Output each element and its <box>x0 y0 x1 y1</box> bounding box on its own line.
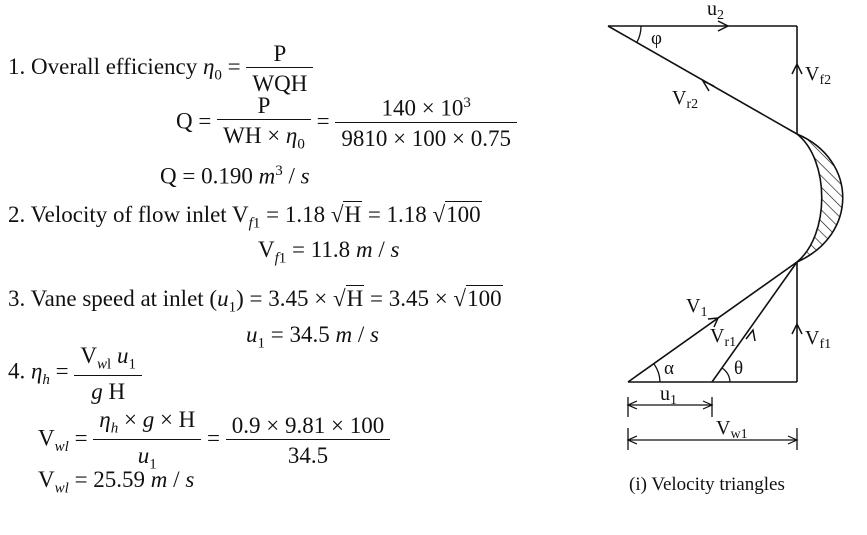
q-formula: Q = $\frac{P}{WH \times \eta_0}$ = $\frac{140 \times 10^3}{9810 \times 100 \times 0.75}$ <box>176 94 517 153</box>
label-vr2: $V_{r2}$ <box>672 87 699 112</box>
label-u1: $u_1$ <box>660 383 677 408</box>
vw1-formula: $V_{wl}$ = $\frac{\eta_h \times g \times H}{u_1}$ = $\frac{0.9 \times 9.81 \times 100}{34.5}$ <box>38 408 390 472</box>
fraction-vw1-numeric: $\frac{0.9 \times 9.81 \times 100}{34.5}$ <box>226 414 390 467</box>
label-vf2: $V_{f2}$ <box>805 63 832 88</box>
fraction-p-over-wqh: $\frac{P}{\text{WQH}}$ <box>246 42 313 95</box>
label-vf1: $V_{f1}$ <box>805 327 832 352</box>
step-4-hydraulic-efficiency: 4. $\eta_h$ = $\frac{V_{wl} u_1}{\text{g H}}$ <box>8 344 142 403</box>
alpha-arc <box>654 364 660 382</box>
vf1-result: $V_{f1} = 11.8$ m / s <box>258 237 400 267</box>
fraction-vw1-symbolic: $\frac{\eta_h \times g \times H}{u_1}$ <box>93 408 201 472</box>
label-v1: $V_1$ <box>686 295 708 320</box>
label-alpha: α <box>664 358 674 379</box>
vr1-line <box>712 262 797 382</box>
fraction-q-numeric: $\frac{140 \times 10^3}{9810 \times 100 \times 0.75}$ <box>335 96 517 150</box>
phi-arc <box>637 26 641 42</box>
label-vw1: $V_{w1}$ <box>716 417 748 442</box>
step-2-velocity-flow: 2. Velocity of flow inlet $V_{f1} = 1.18$ √H = 1.18 √100 <box>8 202 481 232</box>
vw1-result: $V_{wl} = 25.59$ m / s <box>38 467 195 497</box>
fraction-eta-h: $\frac{V_{wl} u_1}{\text{g H}}$ <box>74 344 142 403</box>
u1-result: $u_1 = 34.5$ m / s <box>246 322 379 352</box>
label-vr1: $V_{r1}$ <box>710 325 737 350</box>
label-u2: $u_2$ <box>707 0 724 23</box>
vr2-arrowhead <box>703 81 714 91</box>
q-result: Q = 0.190 $m^3$ / s <box>160 163 310 189</box>
theta-arc <box>722 368 730 382</box>
step-1-efficiency: 1. Overall efficiency $\eta_0$ = $\frac{P}{\text{WQH}}$ <box>8 42 313 95</box>
step-3-vane-speed: 3. Vane speed at inlet $(u_1) = 3.45 \times √H = 3.45 \times √100$ <box>8 286 502 316</box>
label-theta: θ <box>734 358 744 379</box>
figure-caption: (i) Velocity triangles <box>629 474 785 495</box>
v1-line <box>628 262 797 382</box>
label-phi: φ <box>651 28 662 49</box>
fraction-p-over-wh-eta: $\frac{P}{WH \times \eta_0}$ <box>217 94 311 153</box>
